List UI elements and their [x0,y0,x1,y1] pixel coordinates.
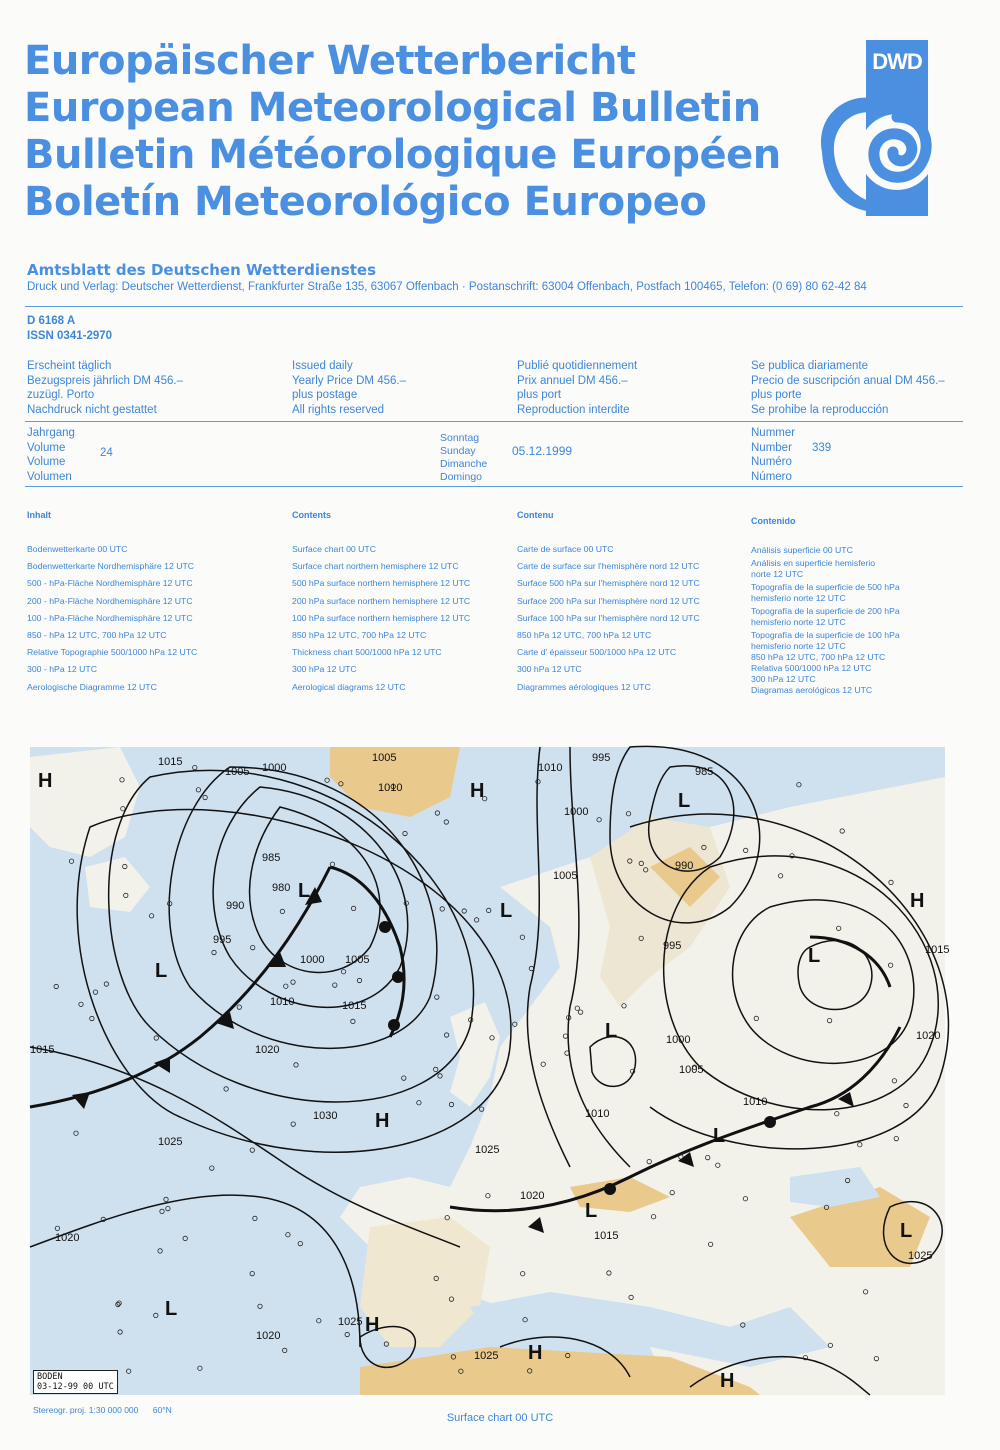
contents-list-de [27,541,197,696]
pub-info-en [292,359,406,417]
contents-item: 300 hPa 12 UTC [751,674,816,684]
pressure-center-label: L [298,880,311,902]
pressure-center-label: H [38,770,53,792]
isobar-label: 1010 [270,996,295,1008]
contents-item: Análisis superficie 00 UTC [751,545,853,555]
logo-text: DWD [866,40,928,84]
title-german: Europäischer Wetterbericht [24,38,636,84]
contents-item: 100 - hPa-Fläche Nordhemisphäre 12 UTC [27,612,193,623]
contents-item: Relativa 500/1000 hPa 12 UTC [751,663,872,673]
isobar-label: 985 [695,766,714,778]
warm-front-marker [764,1116,776,1128]
day-label: Sonntag [440,432,480,444]
swirl-icon [814,32,934,218]
contents-item: 500 hPa surface northern hemisphere 12 UTC [292,578,471,589]
isobar-label: 995 [213,934,232,946]
isobar-label: 990 [226,900,245,912]
day-label: Sunday [440,445,476,457]
contents-item: Topografía de la superficie de 500 hPa [751,582,900,592]
contents-heading-en: Contents [292,510,331,520]
divider [25,421,963,422]
issue-number: 339 [812,442,832,454]
pub-info-de [27,359,183,417]
chart-stamp [33,1370,118,1394]
warm-front-marker [388,1019,400,1031]
contents-item: 300 hPa 12 UTC [292,664,357,675]
warm-front-marker [392,971,404,983]
isobar-label: 995 [592,752,611,764]
contents-item: 850 hPa 12 UTC, 700 hPa 12 UTC [517,630,652,641]
number-label: Número [751,470,792,483]
number-label: Numéro [751,456,792,468]
pub-info-line: Publié quotidiennement [517,360,638,372]
contents-item: 200 hPa surface northern hemisphere 12 UTC [292,595,471,606]
contents-item: 300 hPa 12 UTC [517,664,582,675]
isobar-label: 1005 [679,1064,704,1076]
contents-item: Surface 200 hPa sur l'hemisphère nord 12 UTC [517,595,700,606]
pub-info-line: Se prohibe la reproducción [751,403,889,416]
isobar-label: 1010 [538,762,563,774]
isobar-label: 1000 [666,1034,691,1046]
number-label: Number [751,441,792,454]
pub-info-line: plus port [517,389,562,401]
contents-item: Topografía de la superficie de 100 hPa [751,630,900,640]
pub-info-line: Reproduction interdite [517,403,630,416]
isobar-label: 1030 [313,1110,338,1122]
contents-item: 850 hPa 12 UTC, 700 hPa 12 UTC [751,652,886,662]
contents-item: Carte d' épaisseur 500/1000 hPa 12 UTC [517,647,677,658]
isobar-label: 1010 [378,782,403,794]
pressure-center-label: L [605,1020,618,1042]
contents-item: Análisis en superficie hemisferio [751,558,876,568]
contents-item: Bodenwetterkarte 00 UTC [27,544,128,554]
pub-info-fr [517,359,637,417]
volume-label: Volumen [27,470,72,483]
pressure-center-label: H [528,1342,543,1364]
isobar-label: 1005 [225,766,250,778]
isobar-label: 1025 [338,1316,363,1328]
pressure-center-label: H [470,780,485,802]
isobar-label: 1000 [300,954,325,966]
pressure-center-label: H [910,890,925,912]
pressure-center-label: L [808,945,821,967]
contents-item: hemisferio norte 12 UTC [751,641,846,651]
isobar-label: 1020 [256,1330,281,1342]
contents-item: norte 12 UTC [751,569,804,579]
contents-item: Carte de surface sur l'hemisphère nord 12 UTC [517,561,700,572]
pub-info-line: Precio de suscripción anual DM 456.– [751,374,945,387]
number-labels [751,426,795,484]
volume-value: 24 [100,447,113,459]
isobar-label: 1025 [475,1144,500,1156]
isobar-label: 1005 [553,870,578,882]
isobar-label: 1025 [474,1350,499,1362]
dwd-logo [814,32,934,218]
isobar-label: 1015 [925,944,950,956]
issn: ISSN 0341-2970 [27,330,113,342]
pressure-center-label: L [678,790,691,812]
stamp-line: BODEN [37,1372,63,1382]
official-gazette: Amtsblatt des Deutschen Wetterdienstes [27,261,377,279]
pub-info-line: Prix annuel DM 456.– [517,374,628,387]
contents-item: hemisferio norte 12 UTC [751,593,846,603]
pressure-center-label: L [713,1125,726,1147]
projection-label: Stereogr. proj. 1:30 000 000 [33,1405,139,1415]
pressure-center-label: L [155,960,168,982]
pressure-center-label: L [585,1200,598,1222]
warm-front-marker [604,1183,616,1195]
contents-item: Surface 100 hPa sur l'hemisphère nord 12 UTC [517,612,700,623]
contents-list-en [292,541,470,696]
isobar-label: 1010 [585,1108,610,1120]
pressure-center-label: L [165,1298,178,1320]
pub-info-line: plus porte [751,389,802,401]
pub-info-line: Nachdruck nicht gestattet [27,403,157,416]
isobar-label: 990 [675,860,694,872]
contents-item: Diagrammes aérologiques 12 UTC [517,681,651,692]
contents-item: Topografía de la superficie de 200 hPa [751,606,900,616]
contents-item: 850 - hPa 12 UTC, 700 hPa 12 UTC [27,630,167,641]
pub-info-line: All rights reserved [292,403,385,416]
contents-item: 200 - hPa-Fläche Nordhemisphäre 12 UTC [27,595,193,606]
contents-item: 850 hPa 12 UTC, 700 hPa 12 UTC [292,630,427,641]
pub-info-line: Se publica diariamente [751,360,868,372]
latitude-label: 60°N [152,1405,172,1415]
isobar-label: 1015 [342,1000,367,1012]
contents-item: Aerologische Diagramme 12 UTC [27,681,157,692]
isobar-label: 980 [272,882,291,894]
publisher-line: Druck und Verlag: Deutscher Wetterdienst, Frankfurter Straße 135, 63067 Offenbach · Postanschrift: 63004 Offenbach, Postfach 100465, Telefon: (0 69) 80 62-42 84 [27,281,867,293]
volume-labels [27,426,75,484]
isobar-label: 995 [663,940,682,952]
isobar-label: 1020 [520,1190,545,1202]
pub-info-line: Bezugspreis jährlich DM 456.– [27,374,183,387]
number-label: Nummer [751,427,796,439]
day-labels [440,432,487,484]
isobar-label: 1020 [255,1044,280,1056]
contents-item: Thickness chart 500/1000 hPa 12 UTC [292,647,442,658]
contents-list-es [751,545,900,696]
isobar-label: 1005 [345,954,370,966]
day-label: Domingo [440,471,483,483]
isobar-label: 1025 [908,1250,933,1262]
pub-info-line: plus postage [292,389,358,401]
contents-item: Carte de surface 00 UTC [517,544,614,554]
map-caption: Surface chart 00 UTC [446,1412,554,1424]
isobar-label: 1015 [30,1044,55,1056]
isobar-label: 1020 [916,1030,941,1042]
contents-item: Surface 500 hPa sur l'hemisphère nord 12 UTC [517,578,700,589]
contents-item: hemisferio norte 12 UTC [751,617,846,627]
contents-item: Relative Topographie 500/1000 hPa 12 UTC [27,647,198,658]
contents-item: Surface chart 00 UTC [292,544,377,554]
contents-item: Surface chart northern hemisphere 12 UTC [292,561,459,572]
pub-info-line: Issued daily [292,360,353,372]
volume-label: Jahrgang [27,427,75,439]
volume-label: Volume [27,456,66,468]
divider [25,306,963,307]
contents-item: Diagramas aerológicos 12 UTC [751,685,873,695]
pressure-center-label: H [365,1314,380,1336]
contents-item: 100 hPa surface northern hemisphere 12 UTC [292,612,471,623]
isobar-label: 1000 [564,806,589,818]
title-english: European Meteorological Bulletin [24,85,761,131]
title-spanish: Boletín Meteorológico Europeo [24,179,707,225]
pub-info-es [751,359,945,417]
contents-list-fr [517,541,700,696]
contents-item: 300 - hPa 12 UTC [27,664,98,675]
pub-info-line: zuzügl. Porto [27,389,95,401]
warm-front-marker [379,921,391,933]
isobar-label: 1010 [743,1096,768,1108]
isobar-label: 1015 [594,1230,619,1242]
issue-date: 05.12.1999 [512,444,573,458]
day-label: Dimanche [440,458,488,470]
volume-label: Volume [27,441,66,454]
d-number: D 6168 A [27,315,76,327]
contents-item: Aerological diagrams 12 UTC [292,681,406,692]
isobar-label: 1015 [158,756,183,768]
isobar-label: 985 [262,852,281,864]
pub-info-line: Erscheint täglich [27,360,112,372]
surface-chart [30,747,950,1395]
contents-item: 500 - hPa-Fläche Nordhemisphäre 12 UTC [27,578,193,589]
isobar-label: 1000 [262,762,287,774]
divider [25,486,963,487]
title-french: Bulletin Météorologique Européen [24,132,781,178]
surface-chart-svg [30,747,950,1395]
pub-info-line: Yearly Price DM 456.– [292,374,406,387]
isobar-label: 1025 [158,1136,183,1148]
pressure-center-label: H [375,1110,390,1132]
pressure-center-label: H [720,1370,735,1392]
isobar-label: 1020 [55,1232,80,1244]
pressure-center-label: L [900,1220,913,1242]
contents-heading-es: Contenido [751,516,796,526]
isobar-label: 1005 [372,752,397,764]
pressure-center-label: L [500,900,513,922]
contents-heading-fr: Contenu [517,510,554,520]
contents-item: Bodenwetterkarte Nordhemisphäre 12 UTC [27,561,195,572]
contents-heading-de: Inhalt [27,510,51,520]
stamp-line: 03-12-99 00 UTC [37,1382,114,1392]
